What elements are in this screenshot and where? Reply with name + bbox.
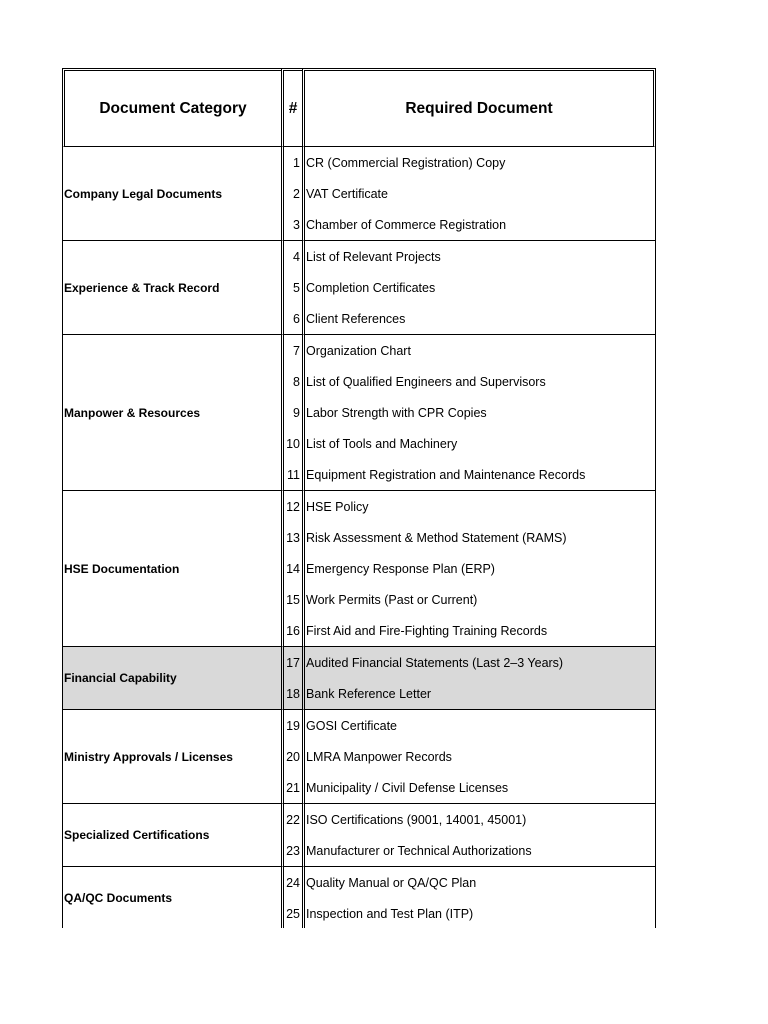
item-number: 24 <box>281 867 302 898</box>
category-cell: QA/QC Documents <box>62 867 281 928</box>
item-number: 19 <box>281 710 302 741</box>
table-row <box>62 147 656 178</box>
document-name: Chamber of Commerce Registration <box>302 209 656 241</box>
document-name: Municipality / Civil Defense Licenses <box>302 772 656 804</box>
item-number: 13 <box>281 522 302 553</box>
category-cell: Financial Capability <box>62 647 281 710</box>
item-number: 20 <box>281 741 302 772</box>
category-cell: Manpower & Resources <box>62 335 281 491</box>
item-number: 18 <box>281 678 302 710</box>
header-number: # <box>281 68 302 147</box>
item-number: 9 <box>281 397 302 428</box>
document-name: VAT Certificate <box>302 178 656 209</box>
document-name: Manufacturer or Technical Authorizations <box>302 835 656 867</box>
item-number: 7 <box>281 335 302 366</box>
category-cell: Company Legal Documents <box>62 147 281 241</box>
document-name: GOSI Certificate <box>302 710 656 741</box>
item-number: 6 <box>281 303 302 335</box>
category-cell: Experience & Track Record <box>62 241 281 335</box>
document-name: Client References <box>302 303 656 335</box>
header-row <box>62 68 656 147</box>
required-documents-table <box>62 68 656 928</box>
item-number: 16 <box>281 615 302 647</box>
document-name: HSE Policy <box>302 491 656 522</box>
table-row <box>62 335 656 366</box>
document-name: List of Relevant Projects <box>302 241 656 272</box>
document-name: List of Tools and Machinery <box>302 428 656 459</box>
document-name: LMRA Manpower Records <box>302 741 656 772</box>
document-name: CR (Commercial Registration) Copy <box>302 147 656 178</box>
item-number: 2 <box>281 178 302 209</box>
item-number: 1 <box>281 147 302 178</box>
item-number: 8 <box>281 366 302 397</box>
item-number: 15 <box>281 584 302 615</box>
document-name: Completion Certificates <box>302 272 656 303</box>
item-number: 11 <box>281 459 302 491</box>
item-number: 22 <box>281 804 302 835</box>
document-name: Emergency Response Plan (ERP) <box>302 553 656 584</box>
category-cell: Ministry Approvals / Licenses <box>62 710 281 804</box>
item-number: 3 <box>281 209 302 241</box>
item-number: 12 <box>281 491 302 522</box>
item-number: 14 <box>281 553 302 584</box>
document-name: Equipment Registration and Maintenance Records <box>302 459 656 491</box>
document-name: First Aid and Fire-Fighting Training Records <box>302 615 656 647</box>
header-category: Document Category <box>62 68 281 147</box>
document-name: Risk Assessment & Method Statement (RAMS) <box>302 522 656 553</box>
item-number: 10 <box>281 428 302 459</box>
document-name: Inspection and Test Plan (ITP) <box>302 898 656 928</box>
item-number: 17 <box>281 647 302 678</box>
document-name: List of Qualified Engineers and Supervisors <box>302 366 656 397</box>
document-name: Organization Chart <box>302 335 656 366</box>
document-name: Quality Manual or QA/QC Plan <box>302 867 656 898</box>
table-row <box>62 491 656 522</box>
category-cell: HSE Documentation <box>62 491 281 647</box>
document-name: Audited Financial Statements (Last 2–3 Years) <box>302 647 656 678</box>
table-row <box>62 647 656 678</box>
item-number: 4 <box>281 241 302 272</box>
header-document: Required Document <box>302 68 656 147</box>
item-number: 25 <box>281 898 302 928</box>
table-row <box>62 804 656 835</box>
item-number: 5 <box>281 272 302 303</box>
table-row <box>62 241 656 272</box>
item-number: 23 <box>281 835 302 867</box>
document-name: Bank Reference Letter <box>302 678 656 710</box>
table-row <box>62 867 656 898</box>
category-cell: Specialized Certifications <box>62 804 281 867</box>
document-sheet <box>62 68 656 928</box>
document-name: Work Permits (Past or Current) <box>302 584 656 615</box>
item-number: 21 <box>281 772 302 804</box>
table-row <box>62 710 656 741</box>
document-name: Labor Strength with CPR Copies <box>302 397 656 428</box>
document-name: ISO Certifications (9001, 14001, 45001) <box>302 804 656 835</box>
